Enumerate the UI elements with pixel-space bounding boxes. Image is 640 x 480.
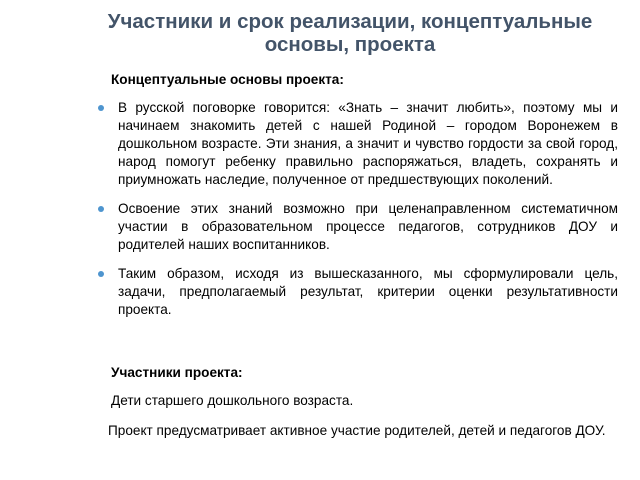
bullet-dot-icon (98, 105, 104, 111)
bullet-item (91, 200, 618, 254)
bullet-item (91, 265, 618, 319)
bullet-text: В русской поговорке говорится: «Знать – значит любить», поэтому мы и начинаем знакомить детей с нашей Родиной – городом Воронежем в дошкольном возрасте. Эти знания, а значит и чувство гордости за свой город, народ помогут ребенку правильно распоряжаться, владеть, сохранять и приумножать наследие, полученное от предшествующих поколений. (118, 100, 618, 187)
slide-content (91, 71, 618, 452)
slide-title: Участники и срок реализации, концептуальные основы, проекта (107, 10, 593, 56)
bullet-text: Освоение этих знаний возможно при целенаправленном систематичном участии в образовательном процессе педагогов, сотрудников ДОУ и родителей наших воспитанников. (118, 201, 618, 252)
bullet-dot-icon (98, 271, 104, 277)
bullet-text: Таким образом, исходя из вышесказанного, мы сформулировали цель, задачи, предполагаемый результат, критерии оценки результативности проекта. (118, 266, 618, 317)
project-text: Проект предусматривает активное участие родителей, детей и педагогов ДОУ. (108, 423, 606, 438)
concept-heading: Концептуальные основы проекта: (111, 72, 344, 87)
concept-bullet-list (91, 99, 618, 319)
spacer (91, 330, 618, 364)
bullet-item (91, 99, 618, 189)
participants-heading: Участники проекта: (111, 365, 243, 380)
bullet-dot-icon (98, 206, 104, 212)
participants-text: Дети старшего дошкольного возраста. (111, 393, 354, 408)
